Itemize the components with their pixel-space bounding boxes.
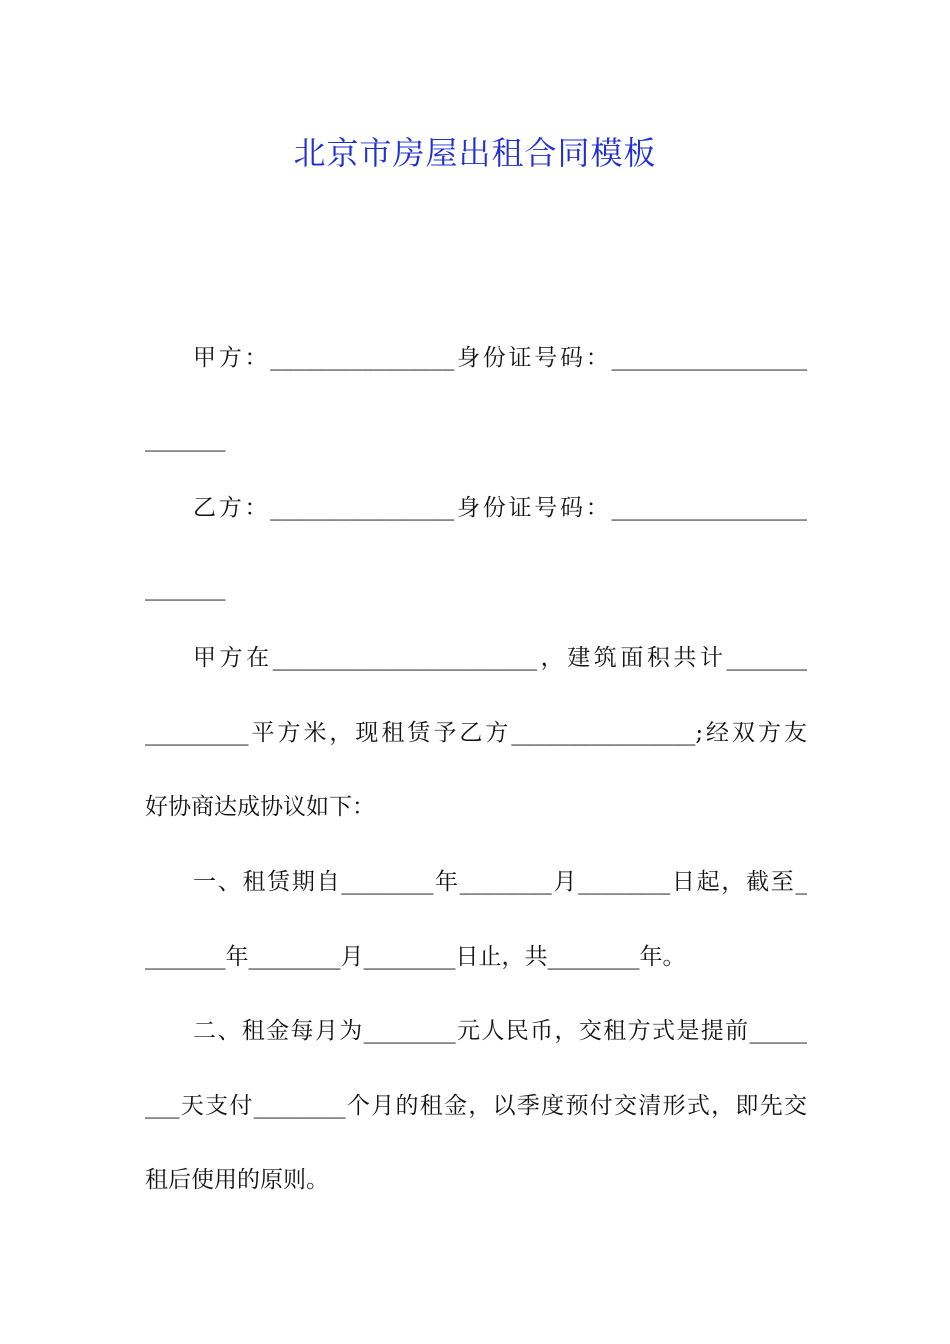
party-b-line: 乙方：________________身份证号码：_________________ [193,495,807,521]
property-location-line: 甲方在_______________________，建筑面积共计_______ [193,645,807,671]
document-title: 北京市房屋出租合同模板 [293,134,657,172]
clause-2-line-1: 二、租金每月为________元人民币，交租方式是提前_____ [193,1018,807,1044]
property-area-line: _________平方米，现租赁予乙方________________;经双方友 [145,720,807,746]
clause-1-line-2: _______年________月________日止，共________年。 [145,944,686,970]
clause-2-line-2: ___天支付________个月的租金，以季度预付交清形式，即先交 [145,1093,807,1119]
party-a-line: 甲方：________________身份证号码：_________________ [193,345,807,371]
party-a-id-continuation: _______ [145,426,226,452]
clause-2-line-3: 租后使用的原则。 [145,1167,329,1193]
agreement-intro-line: 好协商达成协议如下： [145,794,375,820]
clause-1-line-1: 一、租赁期自________年________月________日起，截至_ [193,869,807,895]
party-b-id-continuation: _______ [145,575,226,601]
